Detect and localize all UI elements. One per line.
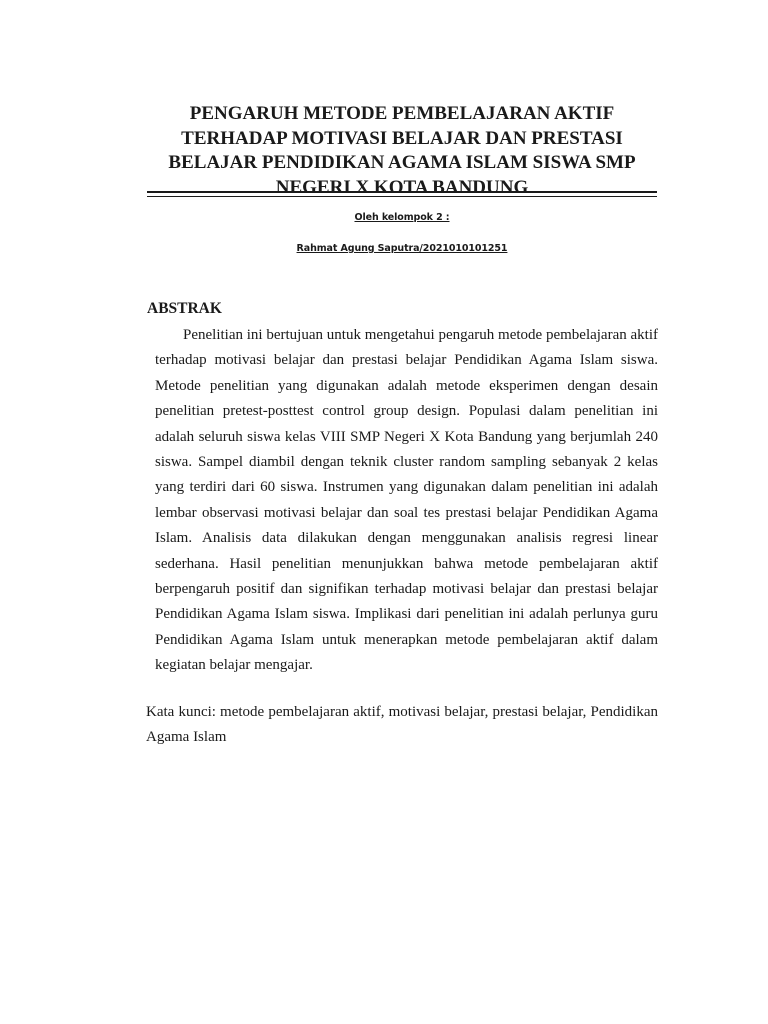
abstract-body: Penelitian ini bertujuan untuk mengetahui pengaruh metode pembelajaran aktif terhadap motivasi belajar dan prestasi belajar Pendidikan Agama Islam siswa. Metode penelitian yang digunakan adalah metode eksperimen dengan desain penelitian pretest-posttest control group design. Populasi dalam penelitian ini adalah seluruh siswa kelas VIII SMP Negeri X Kota Bandung yang berjumlah 240 siswa. Sampel diambil dengan teknik cluster random sampling sebanyak 2 kelas yang terdiri dari 60 siswa. Instrumen yang digunakan dalam penelitian ini adalah lembar observasi motivasi belajar dan soal tes prestasi belajar Pendidikan Agama Islam. Analisis data dilakukan dengan menggunakan analisis regresi linear sederhana. Hasil penelitian menunjukkan bahwa metode pembelajaran aktif berpengaruh positif dan signifikan terhadap motivasi belajar dan prestasi belajar Pendidikan Agama Islam siswa. Implikasi dari penelitian ini adalah perlunya guru Pendidikan Agama Islam untuk menerapkan metode pembelajaran aktif dalam kegiatan belajar mengajar.: [155, 327, 658, 674]
title-divider-thin: [147, 196, 657, 197]
author-line: Rahmat Agung Saputra/2021010101251: [296, 243, 508, 254]
keywords-paragraph: Kata kunci: metode pembelajaran aktif, motivasi belajar, prestasi belajar, Pendidikan Agama Islam: [146, 704, 658, 746]
title-divider-thick: [147, 191, 657, 193]
abstract-heading: ABSTRAK: [147, 300, 222, 317]
document-title: PENGARUH METODE PEMBELAJARAN AKTIF TERHADAP MOTIVASI BELAJAR DAN PRESTASI BELAJAR PENDIDIKAN AGAMA ISLAM SISWA SMP NEGERI X KOTA BANDUNG: [168, 103, 636, 198]
group-line: Oleh kelompok 2 :: [354, 212, 450, 223]
